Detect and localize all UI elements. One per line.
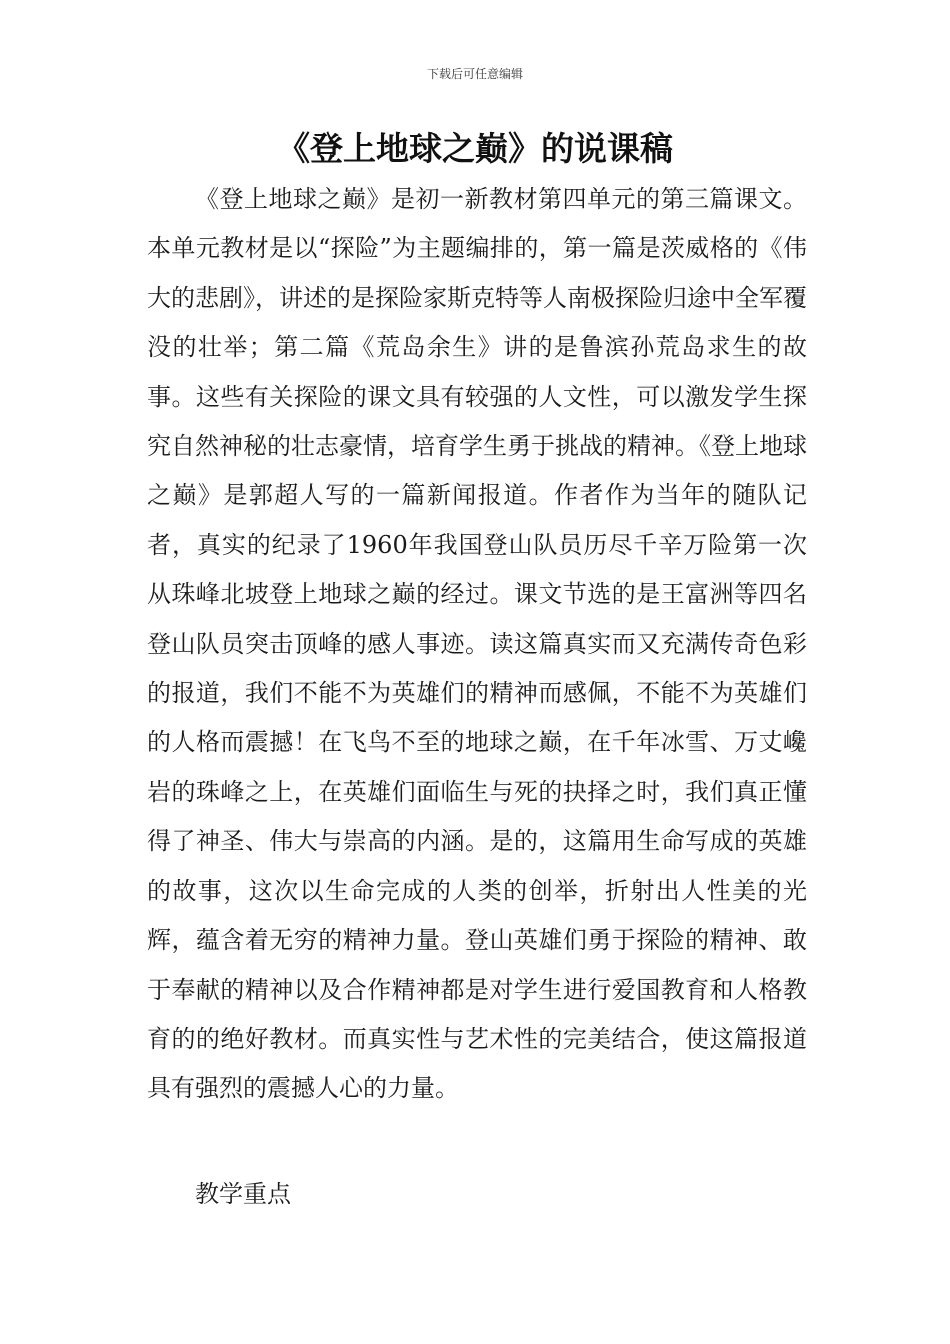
section-heading: 教学重点: [195, 1180, 291, 1208]
document-title: 《登上地球之巅》的说课稿: [277, 129, 673, 168]
body-paragraph: 《登上地球之巅》是初一新教材第四单元的第三篇课文。本单元教材是以“探险”为主题编排的，第一篇是茨威格的《伟大的悲剧》，讲述的是探险家斯克特等人南极探险归途中全军覆没的壮举；第二篇《荒岛余生》讲的是鲁滨孙荒岛求生的故事。这些有关探险的课文具有较强的人文性，可以激发学生探究自然神秘的壮志豪情，培育学生勇于挑战的精神。《登上地球之巅》是郭超人写的一篇新闻报道。作者作为当年的随队记者，真实的纪录了1960年我国登山队员历尽千辛万险第一次从珠峰北坡登上地球之巅的经过。课文节选的是王富洲等四名登山队员突击顶峰的感人事迹。读这篇真实而又充满传奇色彩的报道，我们不能不为英雄们的精神而感佩，不能不为英雄们的人格而震撼！在飞鸟不至的地球之巅，在千年冰雪、万丈巉岩的珠峰之上，在英雄们面临生与死的抉择之时，我们真正懂得了神圣、伟大与崇高的内涵。是的，这篇用生命写成的英雄的故事，这次以生命完成的人类的创举，折射出人性美的光辉，蕴含着无穷的精神力量。登山英雄们勇于探险的精神、敢于奉献的精神以及合作精神都是对学生进行爱国教育和人格教育的的绝好教材。而真实性与艺术性的完美结合，使这篇报道具有强烈的震撼人心的力量。: [147, 185, 807, 1103]
header-note: 下载后可任意编辑: [426, 67, 523, 81]
